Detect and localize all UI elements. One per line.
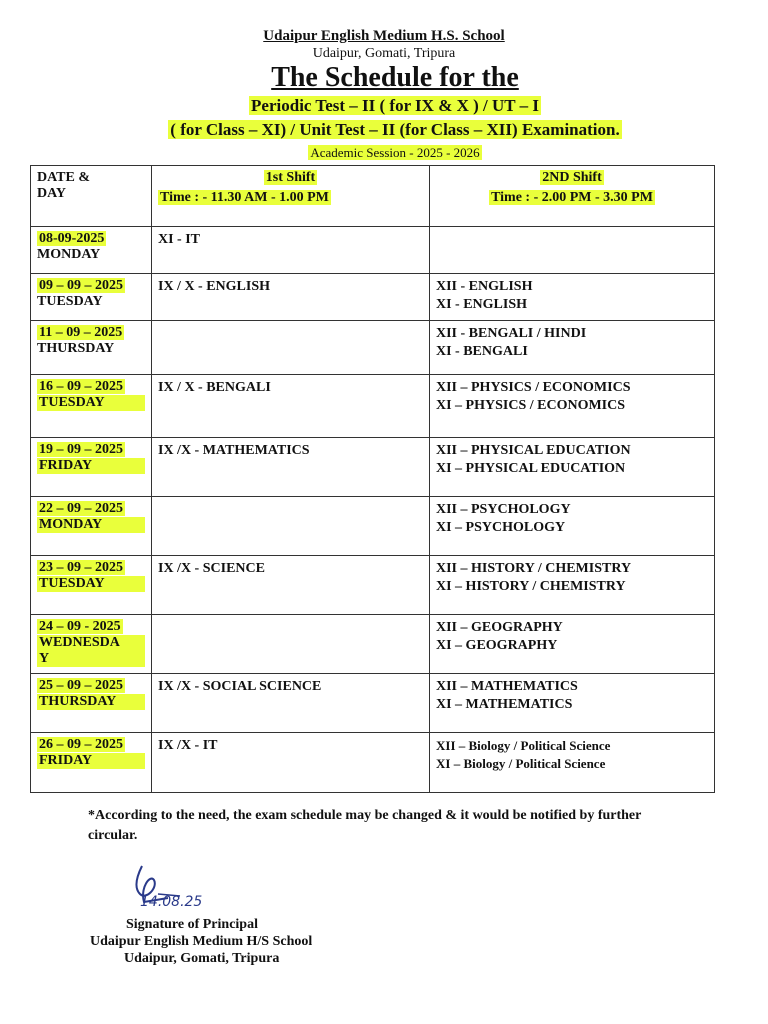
second-shift-subject-xi: XI - BENGALI	[436, 344, 528, 359]
second-shift-cell	[430, 615, 715, 674]
academic-session	[0, 145, 768, 161]
first-shift-subject: XI - IT	[158, 232, 201, 247]
date-text: 25 – 09 – 2025	[39, 678, 123, 693]
first-shift-subject: IX / X - ENGLISH	[158, 279, 271, 294]
principal-signature	[128, 858, 248, 923]
date-cell	[31, 615, 152, 674]
date-text: 24 – 09 - 2025	[39, 619, 121, 634]
date-text: 09 – 09 – 2025	[39, 278, 123, 293]
second-shift-time	[436, 190, 708, 206]
second-shift-cell	[430, 733, 715, 793]
first-shift-subject: IX /X - IT	[158, 738, 218, 753]
second-shift-cell	[430, 227, 715, 274]
signature-school: Udaipur English Medium H/S School	[90, 934, 313, 949]
academic-session-text: Academic Session - 2025 - 2026	[310, 145, 480, 160]
second-shift-subject-xii: XII – PHYSICAL EDUCATION	[436, 443, 631, 458]
first-shift-time-text: Time : - 11.30 AM - 1.00 PM	[160, 190, 329, 205]
day-text: THURSDAY	[37, 341, 115, 356]
first-shift-time	[158, 190, 423, 206]
day-text: TUESDAY	[37, 395, 145, 411]
date-text: 08-09-2025	[39, 231, 105, 246]
first-shift-subject: IX / X - BENGALI	[158, 380, 271, 395]
first-shift-cell	[152, 733, 430, 793]
date-cell	[31, 375, 152, 438]
subtitle-line-2	[0, 120, 768, 140]
date-cell	[31, 321, 152, 375]
table-row	[31, 615, 715, 674]
date-cell	[31, 227, 152, 274]
subtitle-line-1	[0, 96, 768, 116]
table-header-row	[31, 166, 715, 227]
first-shift-cell	[152, 497, 430, 556]
date-text: 16 – 09 – 2025	[39, 379, 123, 394]
second-shift-subject-xii: XII – PHYSICS / ECONOMICS	[436, 380, 631, 395]
day-text: FRIDAY	[37, 753, 145, 769]
second-shift-title-text: 2ND Shift	[542, 170, 602, 185]
second-shift-subject-xii: XII - BENGALI / HINDI	[436, 326, 587, 341]
second-shift-subject-xi: XI – GEOGRAPHY	[436, 638, 558, 653]
first-shift-cell	[152, 227, 430, 274]
date-text: 19 – 09 – 2025	[39, 442, 123, 457]
second-shift-cell	[430, 438, 715, 497]
second-shift-subject-xi: XI – HISTORY / CHEMISTRY	[436, 579, 626, 594]
second-shift-subject-xi: XI – PSYCHOLOGY	[436, 520, 566, 535]
second-shift-cell	[430, 556, 715, 615]
signature-date: 14.08.25	[140, 894, 203, 910]
date-cell	[31, 556, 152, 615]
subtitle-line-2-text: ( for Class – XI) / Unit Test – II (for Class – XII) Examination.	[170, 120, 620, 139]
second-shift-subject-xii: XII – HISTORY / CHEMISTRY	[436, 561, 632, 576]
day-text: TUESDAY	[37, 294, 103, 309]
first-shift-subject: IX /X - MATHEMATICS	[158, 443, 310, 458]
table-row	[31, 674, 715, 733]
second-shift-title	[436, 170, 708, 186]
schedule-table	[30, 165, 715, 793]
footnote: *According to the need, the exam schedule may be changed & it would be notified by further circular.	[88, 808, 642, 843]
date-cell	[31, 497, 152, 556]
school-name: Udaipur English Medium H.S. School	[263, 28, 505, 44]
second-shift-subject-xi: XI – Biology / Political Science	[436, 756, 606, 771]
first-shift-cell	[152, 375, 430, 438]
first-shift-cell	[152, 438, 430, 497]
day-text: FRIDAY	[37, 458, 145, 474]
second-shift-subject-xi: XI - ENGLISH	[436, 297, 528, 312]
second-shift-cell	[430, 274, 715, 321]
second-shift-subject-xi: XI – PHYSICS / ECONOMICS	[436, 398, 626, 413]
second-shift-subject-xii: XII – GEOGRAPHY	[436, 620, 563, 635]
second-shift-cell	[430, 674, 715, 733]
school-address: Udaipur, Gomati, Tripura	[312, 46, 456, 61]
table-row	[31, 227, 715, 274]
day-text: WEDNESDA Y	[37, 635, 145, 667]
first-shift-title	[158, 170, 423, 186]
day-text: MONDAY	[37, 517, 145, 533]
second-shift-subject-xii: XII – PSYCHOLOGY	[436, 502, 571, 517]
header-second-shift	[430, 166, 715, 227]
first-shift-cell	[152, 615, 430, 674]
date-cell	[31, 674, 152, 733]
day-text: THURSDAY	[37, 694, 145, 710]
date-text: 11 – 09 – 2025	[39, 325, 123, 340]
signature-address: Udaipur, Gomati, Tripura	[124, 951, 280, 966]
date-cell	[31, 438, 152, 497]
signature-block	[90, 916, 312, 967]
date-cell	[31, 733, 152, 793]
first-shift-cell	[152, 556, 430, 615]
second-shift-subject-xii: XII – MATHEMATICS	[436, 679, 578, 694]
second-shift-subject-xii: XII - ENGLISH	[436, 279, 533, 294]
first-shift-title-text: 1st Shift	[265, 170, 316, 185]
second-shift-subject-xi: XI – MATHEMATICS	[436, 697, 573, 712]
header-date-day: DATE & DAY	[31, 166, 152, 227]
first-shift-cell	[152, 321, 430, 375]
header-first-shift	[152, 166, 430, 227]
second-shift-subject-xii: XII – Biology / Political Science	[436, 738, 611, 753]
table-row	[31, 497, 715, 556]
subtitle-line-1-text: Periodic Test – II ( for IX & X ) / UT – I	[251, 96, 539, 115]
date-text: 26 – 09 – 2025	[39, 737, 123, 752]
second-shift-time-text: Time : - 2.00 PM - 3.30 PM	[491, 190, 653, 205]
first-shift-subject: IX /X - SCIENCE	[158, 561, 265, 576]
table-row	[31, 375, 715, 438]
table-row	[31, 733, 715, 793]
second-shift-subject-xi: XI – PHYSICAL EDUCATION	[436, 461, 626, 476]
table-row	[31, 438, 715, 497]
second-shift-cell	[430, 497, 715, 556]
date-text: 22 – 09 – 2025	[39, 501, 123, 516]
date-text: 23 – 09 – 2025	[39, 560, 123, 575]
table-row	[31, 556, 715, 615]
table-row	[31, 274, 715, 321]
day-text: MONDAY	[37, 247, 101, 262]
day-text: TUESDAY	[37, 576, 145, 592]
table-row	[31, 321, 715, 375]
second-shift-cell	[430, 321, 715, 375]
first-shift-cell	[152, 274, 430, 321]
second-shift-cell	[430, 375, 715, 438]
first-shift-subject: IX /X - SOCIAL SCIENCE	[158, 679, 322, 694]
page-title: The Schedule for the	[271, 62, 519, 93]
first-shift-cell	[152, 674, 430, 733]
date-cell	[31, 274, 152, 321]
signature-title: Signature of Principal	[126, 917, 258, 932]
